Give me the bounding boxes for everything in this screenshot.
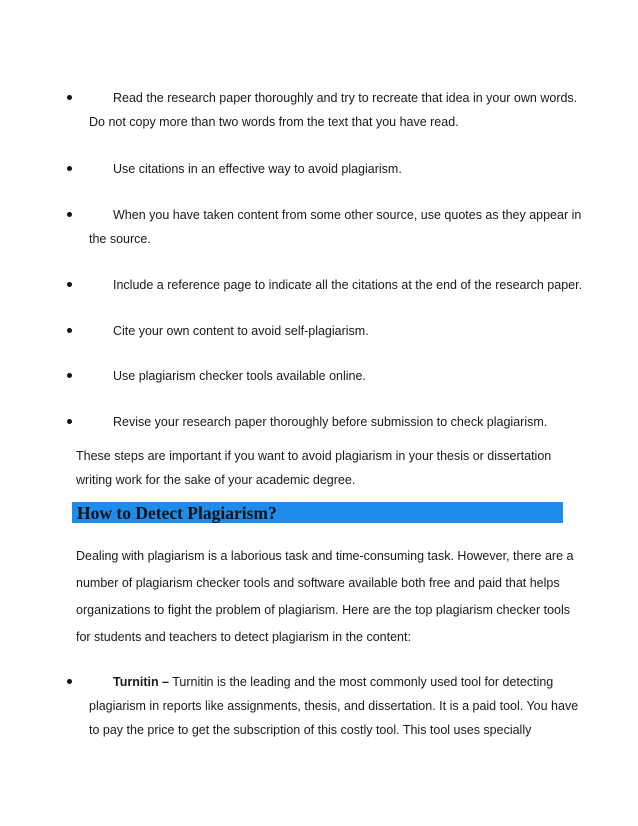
turnitin-bullet-line (113, 674, 553, 690)
bullet-dot (67, 166, 72, 171)
paragraph-line: writing work for the sake of your academic degree. (76, 473, 356, 487)
section-heading: How to Detect Plagiarism? (77, 503, 277, 523)
turnitin-title: Turnitin – (113, 675, 170, 689)
bullet-text: Include a reference page to indicate all the citations at the end of the research paper. (113, 278, 583, 292)
bullet-dot (67, 373, 72, 378)
bullet-dot (67, 95, 72, 100)
paragraph-line: Dealing with plagiarism is a laborious task and time-consuming task. However, there are a (76, 549, 574, 563)
bullet-text: Revise your research paper thoroughly before submission to check plagiarism. (113, 415, 548, 429)
bullet-text-continued: to pay the price to get the subscription of this costly tool. This tool uses specially (89, 723, 532, 737)
bullet-text-continued: Do not copy more than two words from the text that you have read. (89, 115, 459, 129)
bullet-text: Read the research paper thoroughly and try to recreate that idea in your own words. (113, 91, 578, 105)
bullet-dot (67, 212, 72, 217)
bullet-text: Cite your own content to avoid self-plagiarism. (113, 324, 369, 338)
bullet-text: When you have taken content from some other source, use quotes as they appear in (113, 208, 582, 222)
bullet-dot (67, 679, 72, 684)
paragraph-line: These steps are important if you want to avoid plagiarism in your thesis or dissertation (76, 449, 552, 463)
paragraph-line: for students and teachers to detect plagiarism in the content: (76, 630, 411, 644)
bullet-dot (67, 328, 72, 333)
bullet-text: Use citations in an effective way to avoid plagiarism. (113, 162, 402, 176)
paragraph-line: organizations to fight the problem of plagiarism. Here are the top plagiarism checker tools (76, 603, 571, 617)
paragraph-line: number of plagiarism checker tools and software available both free and paid that helps (76, 576, 560, 590)
bullet-dot (67, 419, 72, 424)
bullet-text-continued: plagiarism in reports like assignments, thesis, and dissertation. It is a paid tool. You have (89, 699, 579, 713)
bullet-dot (67, 282, 72, 287)
bullet-text: Use plagiarism checker tools available online. (113, 369, 366, 383)
turnitin-text: Turnitin is the leading and the most commonly used tool for detecting (169, 675, 554, 689)
bullet-text-continued: the source. (89, 232, 151, 246)
